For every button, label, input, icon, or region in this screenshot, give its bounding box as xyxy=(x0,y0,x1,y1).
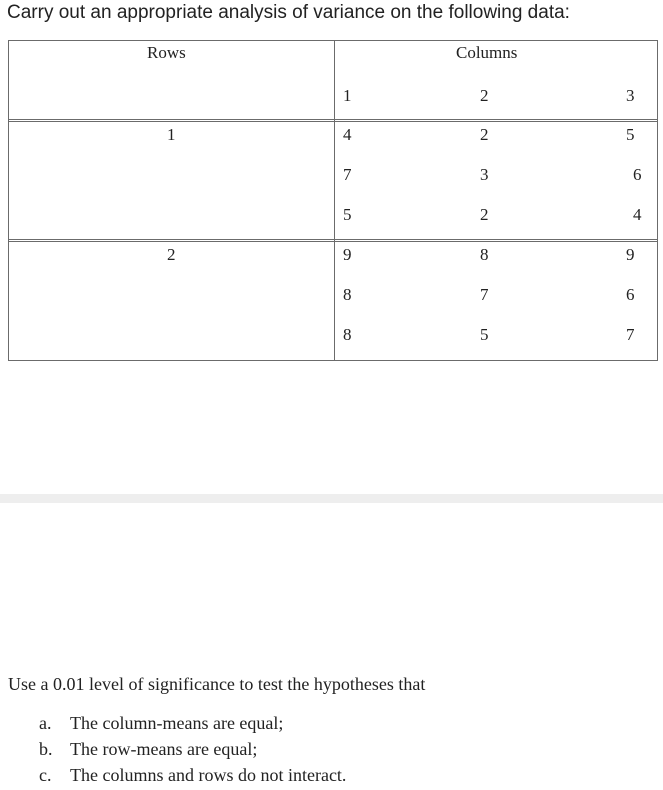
table-divider-vertical xyxy=(334,41,335,360)
hypothesis-text: The columns and rows do not interact. xyxy=(70,765,347,785)
list-item xyxy=(39,764,346,790)
table-cell: 4 xyxy=(633,205,642,224)
table-cell: 8 xyxy=(343,325,352,344)
table-cell: 8 xyxy=(480,245,489,264)
table-divider-row-group xyxy=(9,239,657,242)
problem-intro: Carry out an appropriate analysis of variance on the following data: xyxy=(7,2,570,23)
table-cell: 8 xyxy=(343,285,352,304)
table-cell: 4 xyxy=(343,125,352,144)
table-cell: 5 xyxy=(480,325,489,344)
columns-header: Columns xyxy=(456,43,518,62)
row-group-label: 1 xyxy=(167,125,176,144)
table-cell: 6 xyxy=(633,165,642,184)
table-cell: 9 xyxy=(343,245,352,264)
table-cell: 6 xyxy=(626,285,635,304)
hypothesis-text: The row-means are equal; xyxy=(70,739,258,759)
column-label: 3 xyxy=(626,86,635,105)
table-cell: 7 xyxy=(480,285,489,304)
table-cell: 7 xyxy=(626,325,635,344)
table-cell: 9 xyxy=(626,245,635,264)
list-marker: a. xyxy=(39,713,52,733)
table-cell: 7 xyxy=(343,165,352,184)
significance-statement: Use a 0.01 level of significance to test the hypotheses that xyxy=(8,674,426,694)
rows-header: Rows xyxy=(147,43,186,62)
table-divider-header xyxy=(9,119,657,122)
section-divider xyxy=(0,494,663,503)
hypothesis-text: The column-means are equal; xyxy=(70,713,284,733)
data-table xyxy=(8,40,658,361)
hypotheses-list xyxy=(39,712,346,790)
table-cell: 2 xyxy=(480,125,489,144)
list-item xyxy=(39,738,346,764)
table-cell: 5 xyxy=(343,205,352,224)
row-group-label: 2 xyxy=(167,245,176,264)
list-item xyxy=(39,712,346,738)
column-label: 2 xyxy=(480,86,489,105)
table-cell: 5 xyxy=(626,125,635,144)
list-marker: b. xyxy=(39,739,53,759)
column-label: 1 xyxy=(343,86,352,105)
table-cell: 2 xyxy=(480,205,489,224)
table-cell: 3 xyxy=(480,165,489,184)
list-marker: c. xyxy=(39,765,52,785)
